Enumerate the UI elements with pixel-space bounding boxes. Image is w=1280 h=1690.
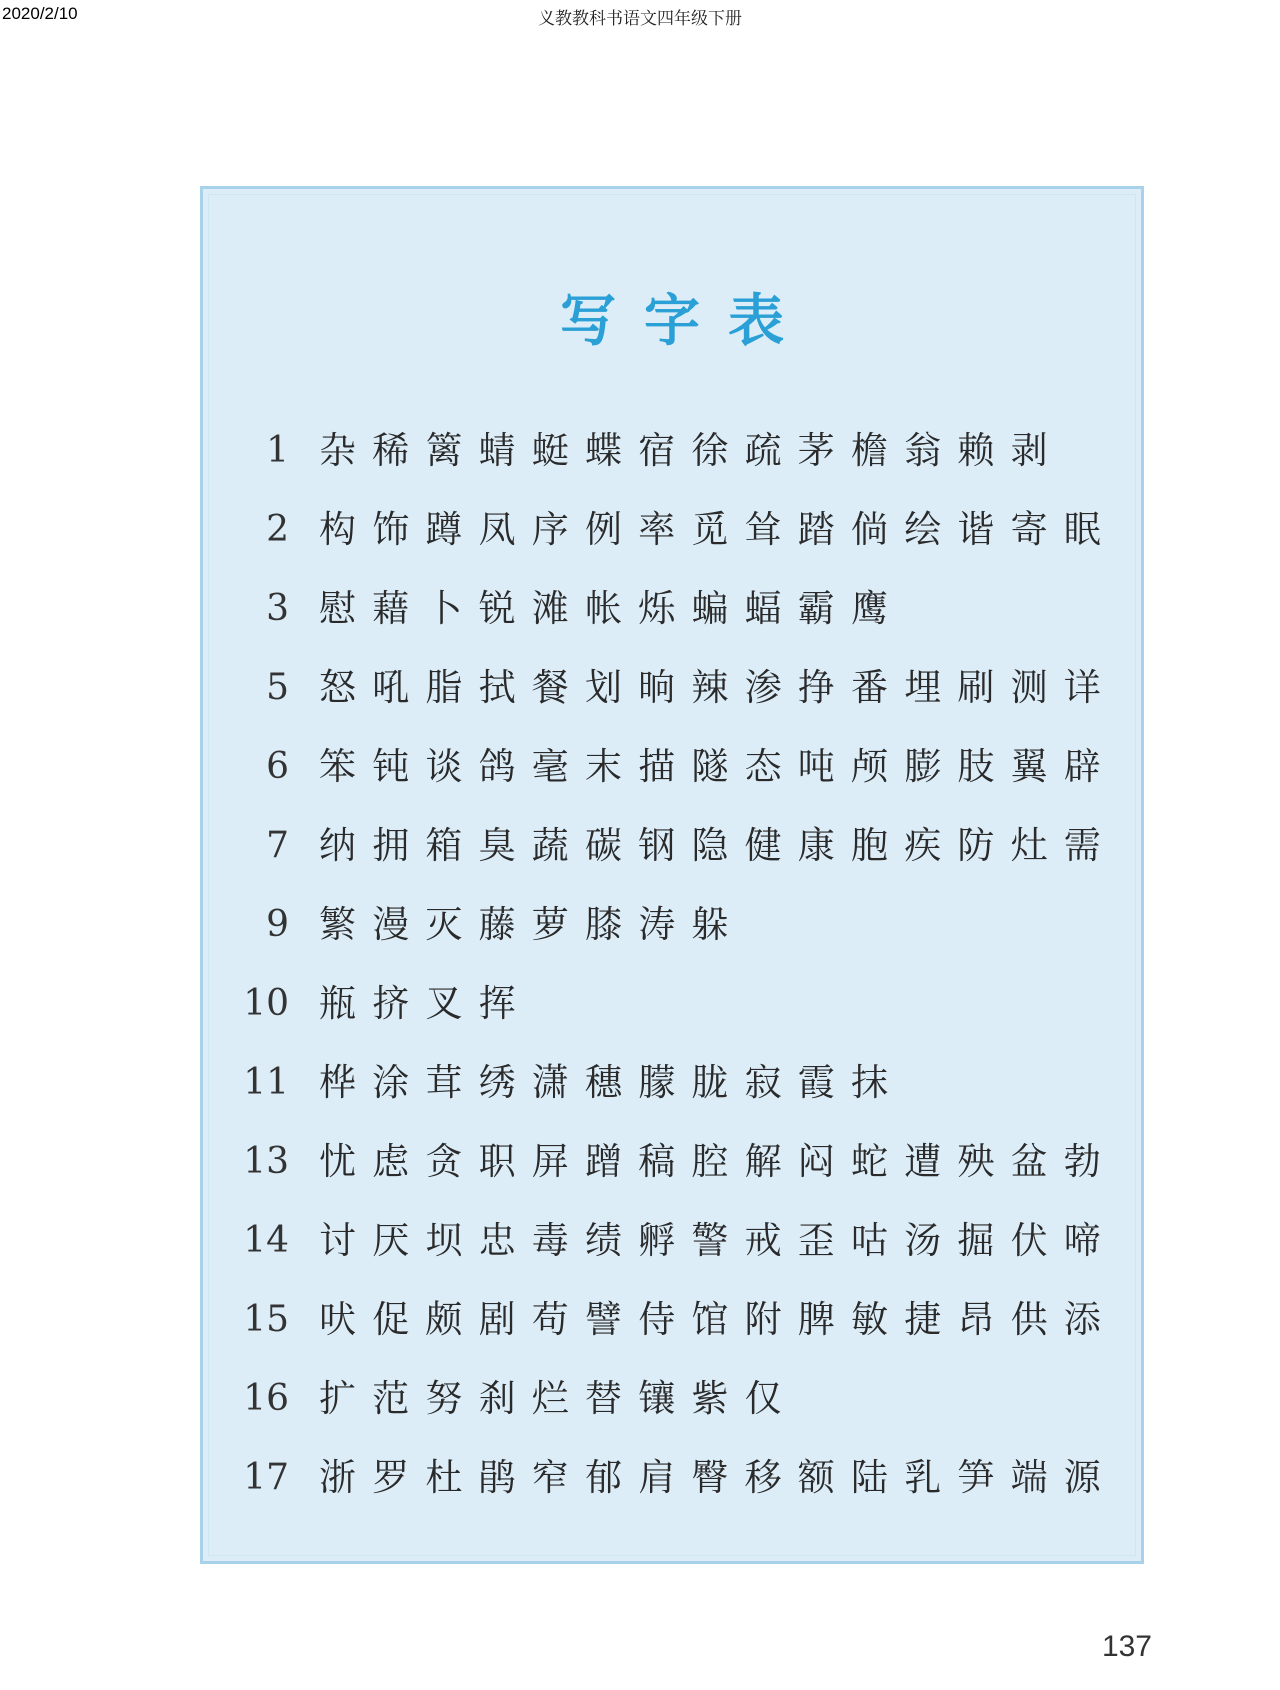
panel-title: 写字表 xyxy=(560,288,812,354)
table-row xyxy=(203,1122,1141,1201)
lesson-characters: 扩范努刹烂替镶紫仅 xyxy=(319,1377,798,1420)
lesson-characters: 浙罗杜鹃窄郁肩臀移额陆乳笋端源 xyxy=(319,1456,1117,1499)
character-rows xyxy=(203,411,1141,1517)
table-row xyxy=(203,569,1141,648)
lesson-characters: 桦涂茸绣潇穗朦胧寂霞抹 xyxy=(319,1061,905,1104)
table-row xyxy=(203,885,1141,964)
lesson-number: 3 xyxy=(266,588,289,629)
lesson-number: 1 xyxy=(266,430,289,471)
table-row xyxy=(203,1043,1141,1122)
lesson-characters: 忧虑贪职屏蹭稿腔解闷蛇遭殃盆勃 xyxy=(319,1140,1117,1183)
table-row xyxy=(203,648,1141,727)
lesson-number: 7 xyxy=(266,825,289,866)
lesson-number: 15 xyxy=(243,1299,289,1340)
lesson-number: 11 xyxy=(243,1062,289,1103)
lesson-characters: 构饰蹲凤序例率觅耸踏倘绘谐寄眠 xyxy=(319,508,1117,551)
lesson-number: 2 xyxy=(266,509,289,550)
lesson-number: 13 xyxy=(243,1141,289,1182)
table-row xyxy=(203,411,1141,490)
lesson-number: 6 xyxy=(266,746,289,787)
lesson-characters: 慰藉卜锐滩帐烁蝙蝠霸鹰 xyxy=(319,587,905,630)
lesson-characters: 杂稀篱蜻蜓蝶宿徐疏茅檐翁赖剥 xyxy=(319,429,1064,472)
lesson-number: 10 xyxy=(243,983,289,1024)
lesson-number: 16 xyxy=(243,1378,289,1419)
table-row xyxy=(203,1201,1141,1280)
table-row xyxy=(203,1438,1141,1517)
lesson-number: 5 xyxy=(266,667,289,708)
table-row xyxy=(203,1280,1141,1359)
table-row xyxy=(203,490,1141,569)
lesson-characters: 笨钝谈鸽毫末描隧态吨颅膨肢翼辟 xyxy=(319,745,1117,788)
print-date: 2020/2/10 xyxy=(2,4,78,23)
table-row xyxy=(203,727,1141,806)
lesson-characters: 瓶挤叉挥 xyxy=(319,982,532,1025)
lesson-characters: 纳拥箱臭蔬碳钢隐健康胞疾防灶需 xyxy=(319,824,1117,867)
lesson-characters: 吠促颇剧苟譬侍馆附脾敏捷昂供添 xyxy=(319,1298,1117,1341)
table-row xyxy=(203,964,1141,1043)
lesson-number: 17 xyxy=(243,1457,289,1498)
table-row xyxy=(203,806,1141,885)
table-row xyxy=(203,1359,1141,1438)
lesson-number: 14 xyxy=(243,1220,289,1261)
writing-table-panel xyxy=(200,186,1144,1564)
lesson-characters: 怒吼脂拭餐划晌辣渗挣番埋刷测详 xyxy=(319,666,1117,709)
page-number: 137 xyxy=(1101,1630,1152,1663)
lesson-characters: 繁漫灭藤萝膝涛躲 xyxy=(319,903,745,946)
document-title: 义教教科书语文四年级下册 xyxy=(538,9,742,29)
lesson-number: 9 xyxy=(266,904,289,945)
lesson-characters: 讨厌坝忠毒绩孵警戒歪咕汤掘伏啼 xyxy=(319,1219,1117,1262)
